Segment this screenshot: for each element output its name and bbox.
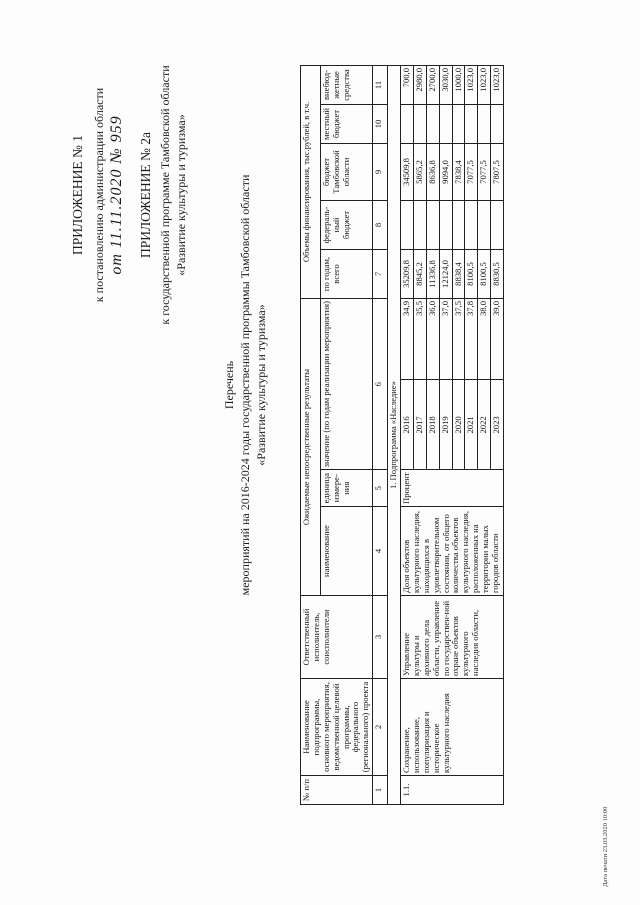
header-funding-label: Объемы финансирования, тыс.рублей, bbox=[301, 121, 311, 263]
col-number: 2 bbox=[373, 679, 388, 776]
cell-local bbox=[413, 105, 426, 144]
column-numbers-row bbox=[373, 66, 388, 805]
appendix-2-line2: «Развитие культуры и туризма» bbox=[174, 114, 188, 276]
header-result-value: значение (по годам реализации мероприятия) bbox=[321, 299, 373, 470]
appendix-2-line1: к государственной программе Тамбовской области bbox=[158, 65, 172, 325]
program-table bbox=[300, 65, 504, 805]
cell-total: 8100,5 bbox=[478, 250, 491, 299]
header-num: № п/п bbox=[301, 776, 373, 805]
appendix-2-title: ПРИЛОЖЕНИЕ № 2а bbox=[138, 131, 153, 259]
cell-year: 2022 bbox=[478, 380, 491, 470]
header-regional: бюджет Тамбовской области bbox=[321, 144, 373, 201]
row-num: 1.1. bbox=[401, 776, 504, 805]
col-number: 5 bbox=[373, 470, 388, 507]
cell-year: 2019 bbox=[439, 380, 452, 470]
cell-extra: 3030,0 bbox=[439, 66, 452, 105]
cell-extra: 1023,0 bbox=[491, 66, 504, 105]
col-number: 9 bbox=[373, 144, 388, 201]
cell-regional: 7077,5 bbox=[478, 144, 491, 201]
header-result-name: наименование bbox=[321, 507, 373, 596]
cell-federal bbox=[465, 201, 478, 250]
cell-federal bbox=[439, 201, 452, 250]
print-date: Дата печати 23.03.2020 10:00 bbox=[602, 806, 609, 887]
table-row bbox=[401, 66, 414, 805]
cell-total: 8838,4 bbox=[452, 250, 465, 299]
cell-value: 36,0 bbox=[426, 299, 439, 380]
list-line1: мероприятий на 2016-2024 годы государственной программы Тамбовской области bbox=[238, 174, 252, 596]
cell-local bbox=[452, 105, 465, 144]
col-number: 3 bbox=[373, 596, 388, 679]
cell-total: 12124,0 bbox=[439, 250, 452, 299]
col-number: 1 bbox=[373, 776, 388, 805]
cell-year: 2021 bbox=[465, 380, 478, 470]
cell-regional: 7838,4 bbox=[452, 144, 465, 201]
subprogram-row: 1. Подпрограмма «Наследие» bbox=[388, 66, 401, 805]
cell-value: 34,9 bbox=[401, 299, 414, 380]
header-name: Наименование подпрограммы, основного мероприятия, ведомственной целевой программы, федерального (регионального) проекта bbox=[301, 679, 373, 776]
cell-total: 8845,2 bbox=[413, 250, 426, 299]
list-title: Перечень bbox=[222, 360, 236, 410]
header-local: местный бюджет bbox=[321, 105, 373, 144]
header-federal: федераль-ный бюджет bbox=[321, 201, 373, 250]
row-unit: Процент bbox=[401, 470, 504, 507]
cell-local bbox=[401, 105, 414, 144]
cell-local bbox=[426, 105, 439, 144]
cell-year: 2020 bbox=[452, 380, 465, 470]
cell-value: 35,5 bbox=[413, 299, 426, 380]
year-rows bbox=[401, 66, 504, 805]
cell-local bbox=[439, 105, 452, 144]
header-funding-sub: в т.ч. bbox=[301, 101, 311, 120]
col-number: 7 bbox=[373, 250, 388, 299]
cell-extra: 1023,0 bbox=[478, 66, 491, 105]
cell-regional: 5865,2 bbox=[413, 144, 426, 201]
cell-total: 11336,8 bbox=[426, 250, 439, 299]
appendix-1-title: ПРИЛОЖЕНИЕ № 1 bbox=[70, 134, 85, 256]
col-number: 11 bbox=[373, 66, 388, 105]
list-line2: «Развитие культуры и туризма» bbox=[254, 304, 268, 466]
header-responsible: Ответственный исполнитель, соисполнители bbox=[301, 596, 373, 679]
header-total: по годам, всего bbox=[321, 250, 373, 299]
cell-value: 39,0 bbox=[491, 299, 504, 380]
cell-regional: 34509,8 bbox=[401, 144, 414, 201]
cell-extra: 1000,0 bbox=[452, 66, 465, 105]
cell-local bbox=[478, 105, 491, 144]
cell-federal bbox=[491, 201, 504, 250]
col-number: 6 bbox=[373, 299, 388, 470]
cell-total: 35209,8 bbox=[401, 250, 414, 299]
cell-regional: 8636,8 bbox=[426, 144, 439, 201]
cell-regional: 9094,0 bbox=[439, 144, 452, 201]
cell-year: 2017 bbox=[413, 380, 426, 470]
cell-year: 2018 bbox=[426, 380, 439, 470]
cell-regional: 7807,5 bbox=[491, 144, 504, 201]
cell-local bbox=[465, 105, 478, 144]
header-funding bbox=[301, 66, 321, 299]
col-number: 8 bbox=[373, 201, 388, 250]
appendix-1-signature: от 11.11.2020 № 959 bbox=[108, 115, 125, 275]
cell-regional: 7077,5 bbox=[465, 144, 478, 201]
col-number: 4 bbox=[373, 507, 388, 596]
cell-federal bbox=[452, 201, 465, 250]
cell-extra: 1023,0 bbox=[465, 66, 478, 105]
cell-extra: 2980,0 bbox=[413, 66, 426, 105]
row-result-name: Доля объектов культурного наследия, находящихся в удовлетворительном состоянии, от общего количества объектов культурного наследия, расположенных на территории малых городов области bbox=[401, 507, 504, 596]
cell-extra: 2700,0 bbox=[426, 66, 439, 105]
col-number: 10 bbox=[373, 105, 388, 144]
cell-value: 37,0 bbox=[439, 299, 452, 380]
header-extra: внебюд-жетные средства bbox=[321, 66, 373, 105]
row-name: Сохранение, использование, популяризация и историческое культурного наследия bbox=[401, 679, 504, 776]
row-responsible: Управление культуры и архивного дела области, управление по государствен-ной охране объектов культурного наследия области, bbox=[401, 596, 504, 679]
cell-extra: 700,0 bbox=[401, 66, 414, 105]
cell-year: 2023 bbox=[491, 380, 504, 470]
cell-value: 38,0 bbox=[478, 299, 491, 380]
cell-total: 8100,5 bbox=[465, 250, 478, 299]
cell-value: 37,5 bbox=[452, 299, 465, 380]
cell-federal bbox=[478, 201, 491, 250]
cell-total: 8830,5 bbox=[491, 250, 504, 299]
cell-federal bbox=[413, 201, 426, 250]
cell-federal bbox=[426, 201, 439, 250]
header-result-unit: единица измере-ния bbox=[321, 470, 373, 507]
cell-local bbox=[491, 105, 504, 144]
header-results: Ожидаемые непосредственные результаты bbox=[301, 299, 321, 596]
cell-year: 2016 bbox=[401, 380, 414, 470]
appendix-1-line: к постановлению администрации области bbox=[92, 87, 106, 303]
cell-value: 37,8 bbox=[465, 299, 478, 380]
cell-federal bbox=[401, 201, 414, 250]
